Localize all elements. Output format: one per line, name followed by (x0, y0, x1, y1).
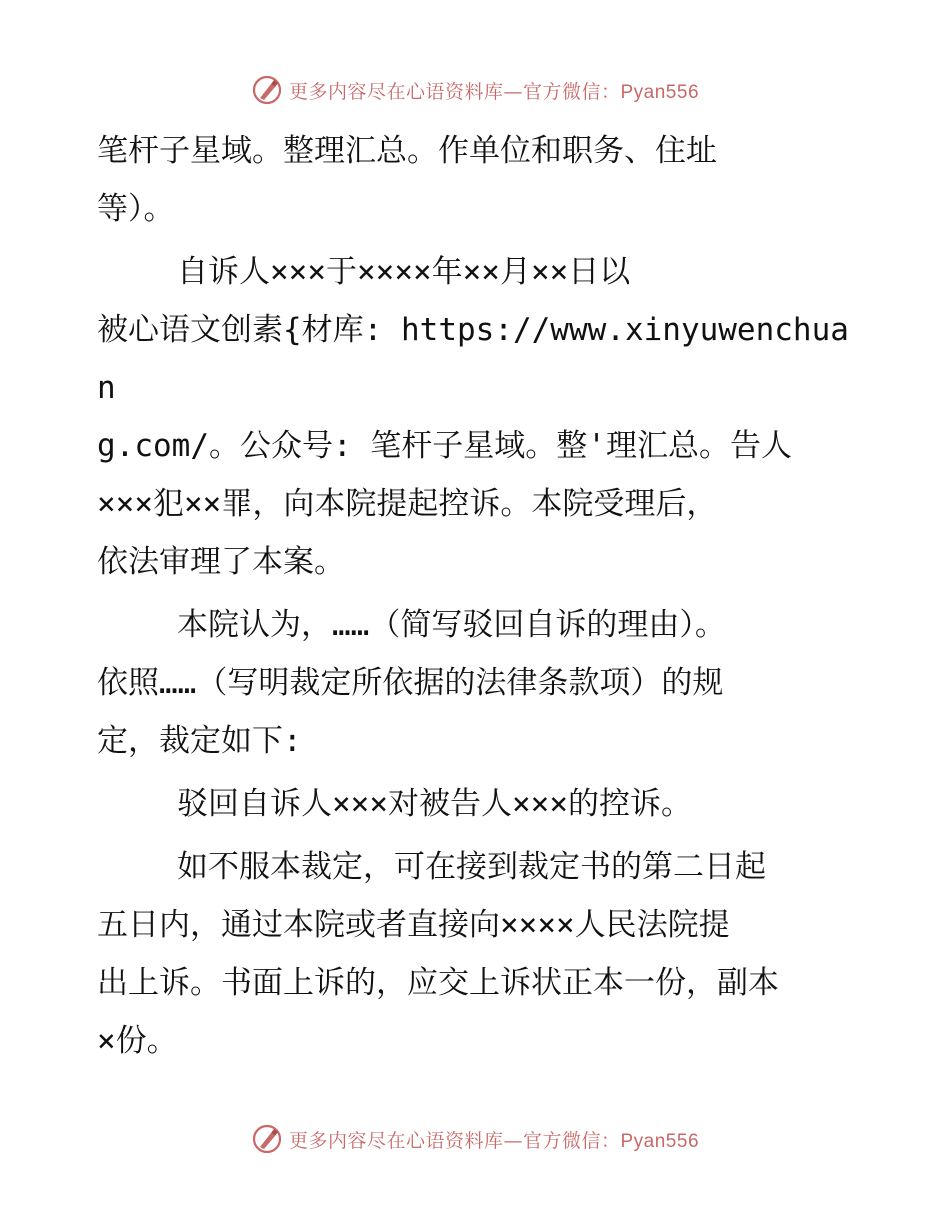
watermark-label: 更多内容尽在心语资料库—官方微信： (288, 80, 621, 103)
watermark-text (289, 77, 699, 104)
pen-logo-icon (251, 74, 283, 106)
pen-logo-icon (251, 1123, 283, 1155)
footer-watermark (0, 1119, 950, 1159)
paragraph-continuation: 笔杆子星域。整理汇总。作单位和职务、住址 等）。 (97, 133, 717, 227)
paragraph-court-opinion: 本院认为，……（简写驳回自诉的理由）。 依照……（写明裁定所依据的法律条款项）的规 定，裁定如下: (97, 607, 726, 759)
watermark-label: 更多内容尽在心语资料库—官方微信： (288, 1129, 621, 1152)
paragraph-appeal-notice: 如不服本裁定，可在接到裁定书的第二日起 五日内，通过本院或者直接向××××人民法院提 出上诉。书面上诉的，应交上诉状正本一份，副本 ×份。 (97, 849, 779, 1059)
watermark-handle: Pyan556 (620, 1130, 700, 1152)
watermark-text (289, 1126, 699, 1153)
header-watermark (0, 70, 950, 110)
paragraph-ruling: 驳回自诉人×××对被告人×××的控诉。 (177, 786, 692, 822)
watermark-handle: Pyan556 (620, 81, 700, 103)
document-body (97, 122, 857, 1070)
paragraph-case-facts: 自诉人×××于××××年××月××日以 被心语文创素{材库: https://www.xinyuwenchuan g.com/。公众号: 笔杆子星域。整'理汇总。告人 ×××犯××罪，向本院提起控诉。本院受理后， 依法审理了本案。 (97, 254, 849, 580)
